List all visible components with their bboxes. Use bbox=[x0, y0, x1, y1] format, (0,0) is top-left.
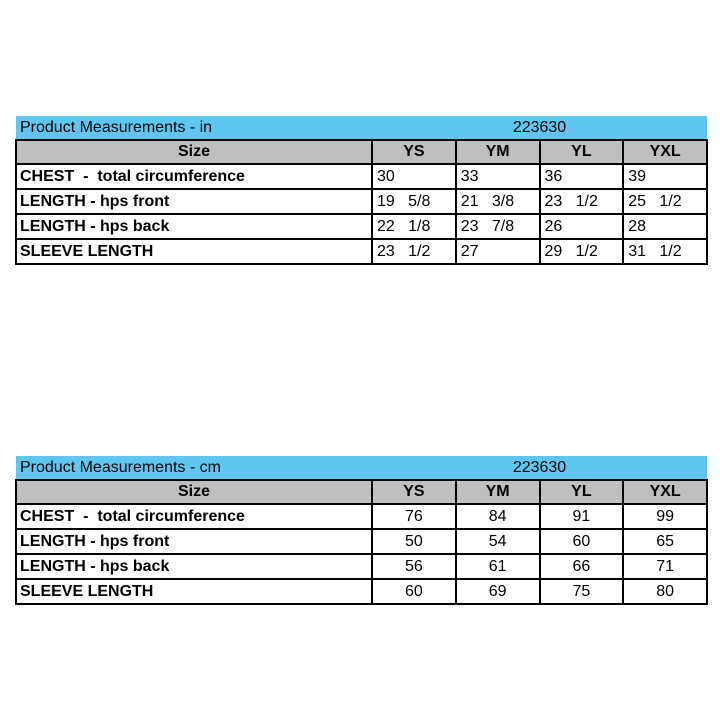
style-number: 223630 bbox=[372, 456, 707, 480]
cell-value: 99 bbox=[623, 504, 707, 529]
header-row bbox=[16, 140, 707, 164]
cell-value: 39 bbox=[623, 164, 707, 189]
table-title: Product Measurements - in bbox=[16, 116, 372, 140]
cell-value: 31 1/2 bbox=[623, 239, 707, 264]
size-header-yl: YL bbox=[540, 480, 624, 504]
row-label: SLEEVE LENGTH bbox=[16, 239, 372, 264]
size-header-ys: YS bbox=[372, 140, 456, 164]
cell-value: 21 3/8 bbox=[456, 189, 540, 214]
row-label: LENGTH - hps back bbox=[16, 554, 372, 579]
row-label: CHEST - total circumference bbox=[16, 504, 372, 529]
size-header: Size bbox=[16, 140, 372, 164]
cell-value: 71 bbox=[623, 554, 707, 579]
cell-value: 26 bbox=[540, 214, 624, 239]
size-header-ym: YM bbox=[456, 480, 540, 504]
cell-value: 60 bbox=[540, 529, 624, 554]
cell-value: 66 bbox=[540, 554, 624, 579]
header-row bbox=[16, 480, 707, 504]
cell-value: 61 bbox=[456, 554, 540, 579]
row-label: SLEEVE LENGTH bbox=[16, 579, 372, 604]
cell-value: 75 bbox=[540, 579, 624, 604]
cell-value: 65 bbox=[623, 529, 707, 554]
cell-value: 60 bbox=[372, 579, 456, 604]
cm-measurements-table bbox=[15, 456, 708, 605]
table-row bbox=[16, 579, 707, 604]
table-title: Product Measurements - cm bbox=[16, 456, 372, 480]
size-header-ym: YM bbox=[456, 140, 540, 164]
size-header-yxl: YXL bbox=[623, 140, 707, 164]
title-row bbox=[16, 116, 707, 140]
title-row bbox=[16, 456, 707, 480]
size-header: Size bbox=[16, 480, 372, 504]
table-row bbox=[16, 189, 707, 214]
style-number: 223630 bbox=[372, 116, 707, 140]
cell-value: 69 bbox=[456, 579, 540, 604]
cell-value: 54 bbox=[456, 529, 540, 554]
cell-value: 50 bbox=[372, 529, 456, 554]
inches-measurements-table bbox=[15, 116, 708, 265]
cell-value: 23 1/2 bbox=[540, 189, 624, 214]
table-row bbox=[16, 164, 707, 189]
size-header-ys: YS bbox=[372, 480, 456, 504]
row-label: LENGTH - hps front bbox=[16, 529, 372, 554]
size-header-yl: YL bbox=[540, 140, 624, 164]
cell-value: 33 bbox=[456, 164, 540, 189]
table-row bbox=[16, 214, 707, 239]
cell-value: 22 1/8 bbox=[372, 214, 456, 239]
cell-value: 25 1/2 bbox=[623, 189, 707, 214]
cell-value: 29 1/2 bbox=[540, 239, 624, 264]
cell-value: 76 bbox=[372, 504, 456, 529]
row-label: LENGTH - hps back bbox=[16, 214, 372, 239]
cell-value: 84 bbox=[456, 504, 540, 529]
table-row bbox=[16, 504, 707, 529]
cell-value: 23 1/2 bbox=[372, 239, 456, 264]
cell-value: 30 bbox=[372, 164, 456, 189]
cell-value: 28 bbox=[623, 214, 707, 239]
cell-value: 56 bbox=[372, 554, 456, 579]
row-label: LENGTH - hps front bbox=[16, 189, 372, 214]
table-row bbox=[16, 554, 707, 579]
size-header-yxl: YXL bbox=[623, 480, 707, 504]
cell-value: 19 5/8 bbox=[372, 189, 456, 214]
cell-value: 27 bbox=[456, 239, 540, 264]
row-label: CHEST - total circumference bbox=[16, 164, 372, 189]
cell-value: 80 bbox=[623, 579, 707, 604]
table-row bbox=[16, 239, 707, 264]
cell-value: 23 7/8 bbox=[456, 214, 540, 239]
cell-value: 36 bbox=[540, 164, 624, 189]
table-row bbox=[16, 529, 707, 554]
cell-value: 91 bbox=[540, 504, 624, 529]
